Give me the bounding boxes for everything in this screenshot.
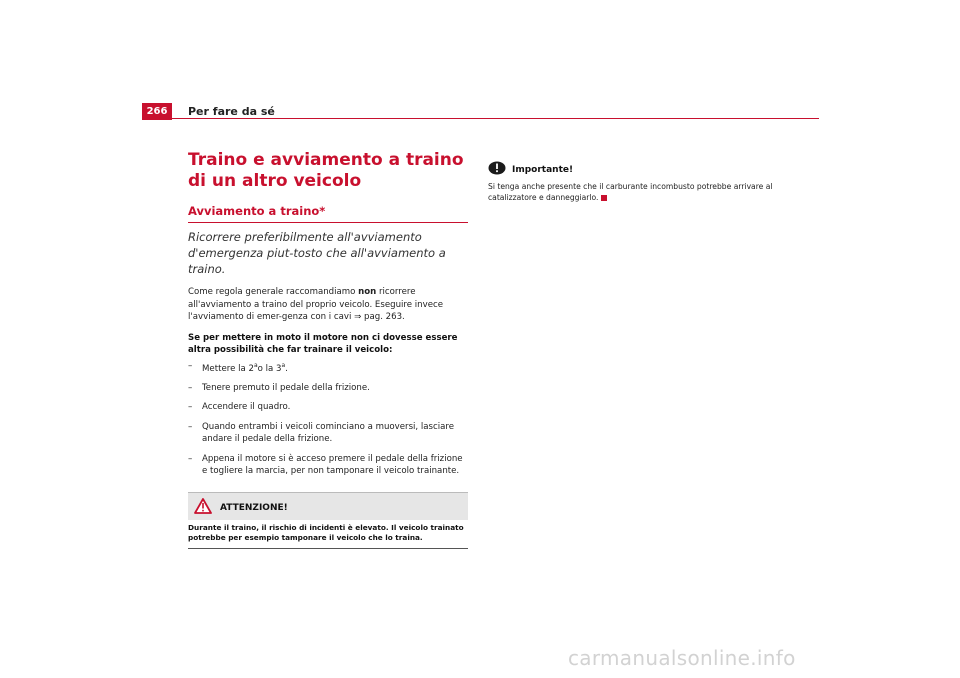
dash-bullet: – bbox=[188, 402, 193, 413]
main-heading: Traino e avviamento a traino di un altro veicolo bbox=[188, 150, 464, 191]
step-1-sup-a: a bbox=[253, 361, 258, 369]
dash-bullet: – bbox=[188, 360, 193, 371]
step-1-text-a: Mettere la 2 bbox=[202, 363, 254, 374]
intro-text-start: Come regola generale raccomandiamo bbox=[188, 287, 359, 297]
end-square-icon bbox=[601, 195, 607, 201]
list-item bbox=[188, 382, 468, 395]
dash-bullet: – bbox=[188, 382, 193, 393]
intro-text-end: ricorrere all'avviamento a traino del proprio veicolo. Eseguire invece l'avviamento di emer-genza con i cavi ⇒ pag. 263. bbox=[188, 287, 444, 322]
warning-text: Durante il traino, il rischio di incidenti è elevato. Il veicolo trainato potrebbe per esempio tamponare il veicolo che lo traina. bbox=[188, 520, 468, 544]
section-title: Per fare da sé bbox=[188, 105, 275, 118]
header-divider bbox=[142, 118, 819, 119]
warning-title: ATTENZIONE! bbox=[220, 502, 288, 513]
step-1-text-end: . bbox=[285, 363, 288, 374]
step-3-text: Accendere il quadro. bbox=[202, 402, 291, 413]
list-item bbox=[188, 421, 468, 446]
intro-bold-word: non bbox=[358, 287, 377, 297]
step-1-sup-b: a bbox=[281, 361, 286, 369]
left-column bbox=[188, 150, 468, 549]
list-heading: Se per mettere in moto il motore non ci dovesse essere altra possibilità che far trainare il veicolo: bbox=[188, 332, 458, 355]
lead-paragraph: Ricorrere preferibilmente all'avviamento d'emergenza piut-tosto che all'avviamento a traino. bbox=[188, 230, 446, 276]
step-4-text: Quando entrambi i veicoli cominciano a muoversi, lasciare andare il pedale della frizione. bbox=[202, 421, 455, 445]
warning-triangle-icon bbox=[194, 498, 212, 518]
exclamation-circle-icon bbox=[488, 160, 506, 179]
watermark: carmanualsonline.info bbox=[568, 646, 796, 670]
intro-paragraph bbox=[188, 286, 468, 324]
page-number: 266 bbox=[142, 103, 172, 120]
important-body: Si tenga anche presente che il carburante incombusto potrebbe arrivare al catalizzatore e danneggiarlo. bbox=[488, 182, 773, 202]
right-column bbox=[488, 160, 788, 203]
important-text bbox=[488, 181, 788, 203]
dash-bullet: – bbox=[188, 421, 193, 432]
steps-list bbox=[188, 360, 468, 478]
important-header bbox=[488, 160, 788, 179]
warning-header bbox=[188, 492, 468, 520]
dash-bullet: – bbox=[188, 453, 193, 464]
step-5-text: Appena il motore si è acceso premere il pedale della frizione e togliere la marcia, per non tamponare il veicolo trainante. bbox=[202, 453, 463, 477]
step-2-text: Tenere premuto il pedale della frizione. bbox=[202, 382, 370, 393]
important-title: Importante! bbox=[512, 164, 574, 175]
subheading: Avviamento a traino* bbox=[188, 204, 468, 223]
list-item bbox=[188, 453, 468, 478]
list-item bbox=[188, 360, 468, 375]
warning-box bbox=[188, 492, 468, 549]
list-item bbox=[188, 401, 468, 414]
step-1-text-b: o la 3 bbox=[257, 363, 282, 374]
